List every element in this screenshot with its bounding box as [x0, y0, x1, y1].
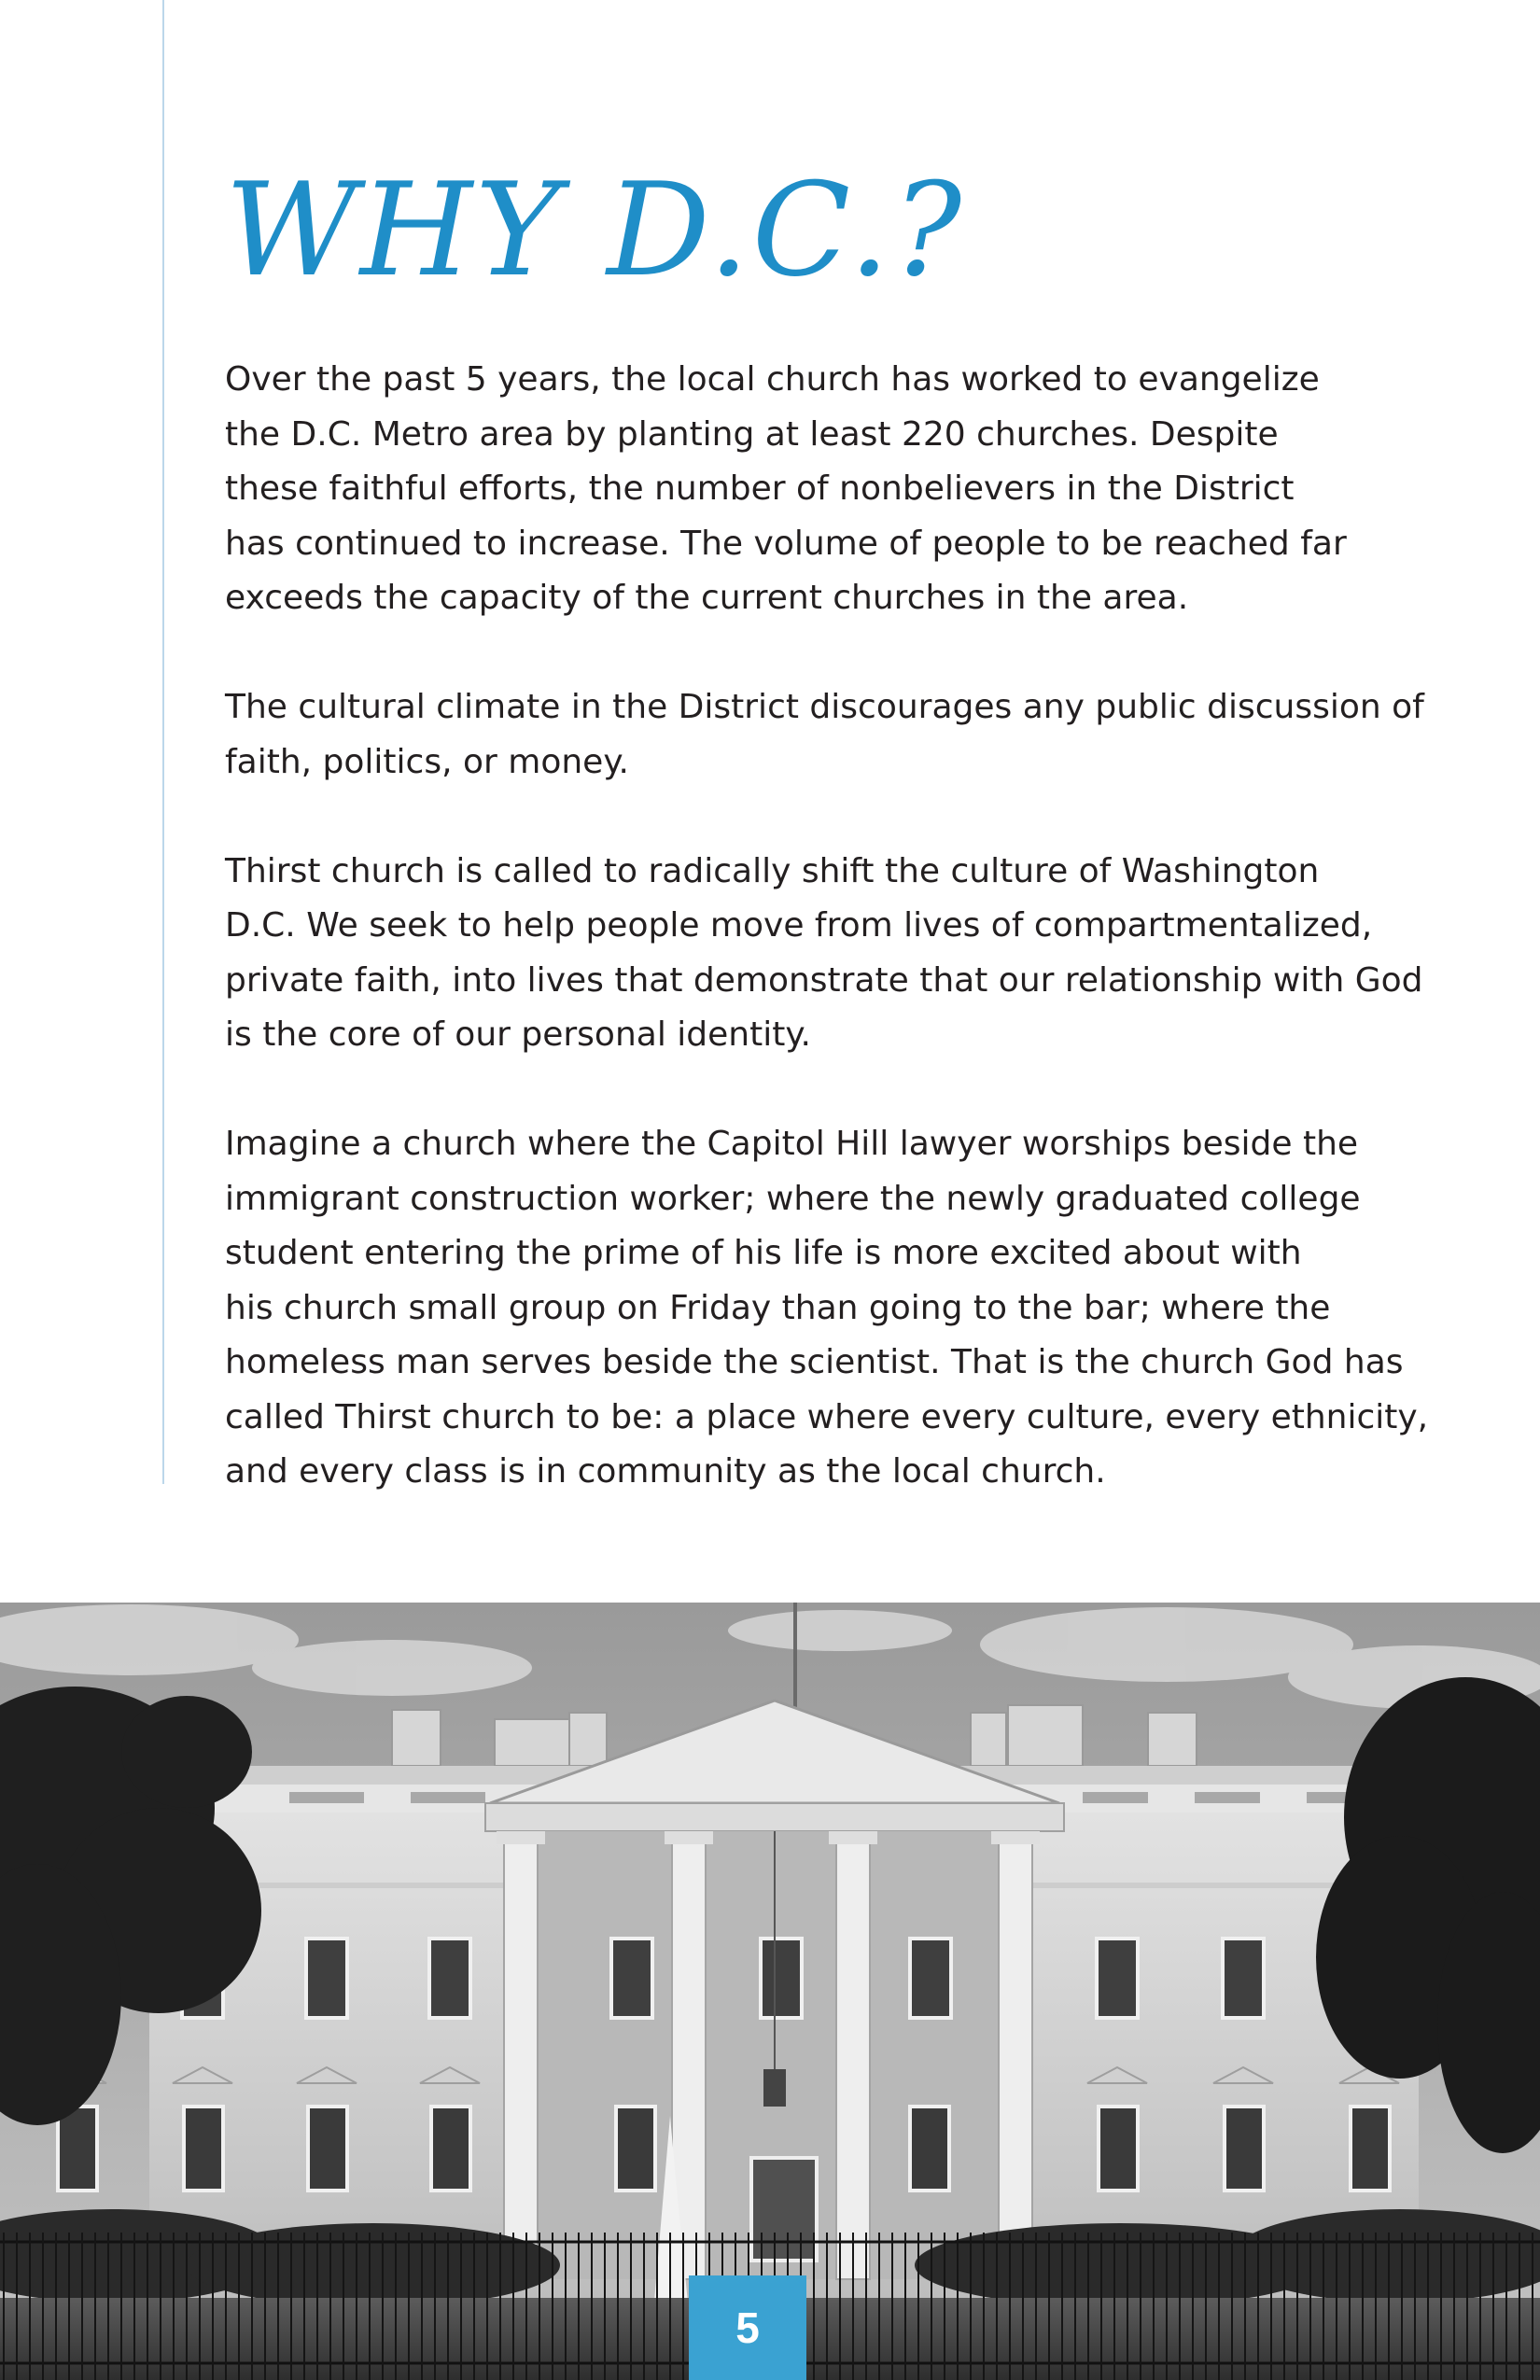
paragraph-1 — [225, 353, 1420, 626]
paragraph-3 — [225, 845, 1423, 1063]
text-line: these faithful efforts, the number of nonbelievers in the District — [225, 469, 1295, 508]
body-text — [225, 353, 1429, 1554]
page-title: WHY D.C.? — [225, 155, 965, 305]
margin-rule — [162, 0, 164, 1484]
text-line: exceeds the capacity of the current churches in the area. — [225, 579, 1189, 617]
paragraph-2 — [225, 680, 1424, 790]
paragraph-4 — [225, 1117, 1429, 1500]
text-line: his church small group on Friday than going to the bar; where the — [225, 1288, 1331, 1327]
white-house-illustration — [0, 1603, 1540, 2380]
text-line: is the core of our personal identity. — [225, 1015, 811, 1054]
text-line: and every class is in community as the local church. — [225, 1452, 1106, 1491]
text-line: faith, politics, or money. — [225, 742, 629, 781]
text-line: homeless man serves beside the scientist. That is the church God has — [225, 1343, 1404, 1381]
text-line: D.C. We seek to help people move from lives of compartmentalized, — [225, 906, 1373, 945]
text-line: Over the past 5 years, the local church has worked to evangelize — [225, 360, 1320, 399]
page-number-badge: 5 — [689, 2275, 806, 2380]
text-line: the D.C. Metro area by planting at least 220 churches. Despite — [225, 414, 1279, 454]
text-line: called Thirst church to be: a place where every culture, every ethnicity, — [225, 1397, 1429, 1436]
text-line: Imagine a church where the Capitol Hill lawyer worships beside the — [225, 1125, 1359, 1163]
text-line: has continued to increase. The volume of people to be reached far — [225, 524, 1347, 563]
text-line: student entering the prime of his life is more excited about with — [225, 1234, 1302, 1272]
white-house-photo — [0, 1603, 1540, 2380]
text-line: Thirst church is called to radically shift the culture of Washington — [225, 851, 1320, 890]
text-line: private faith, into lives that demonstrate that our relationship with God — [225, 960, 1423, 1000]
text-line: The cultural climate in the District discourages any public discussion of — [225, 688, 1424, 726]
text-line: immigrant construction worker; where the newly graduated college — [225, 1179, 1361, 1218]
